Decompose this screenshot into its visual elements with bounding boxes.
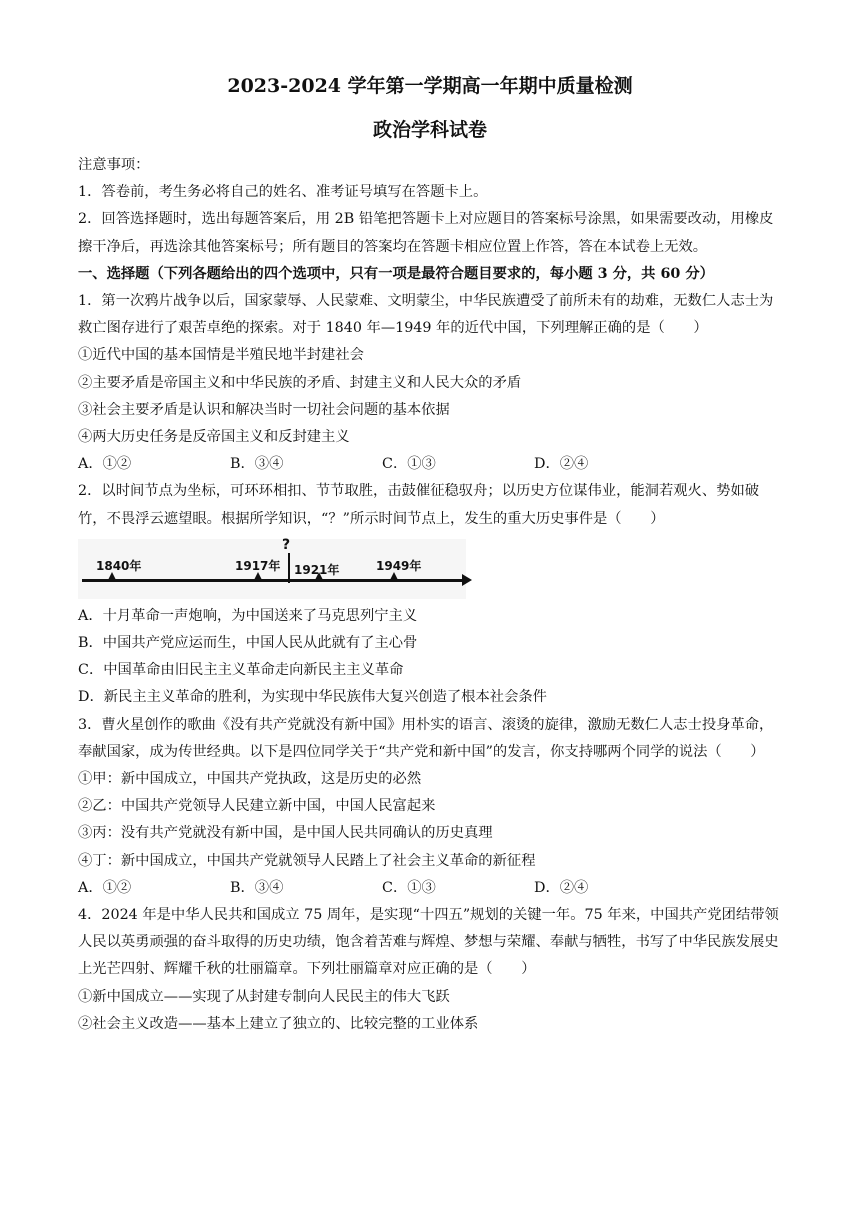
- timeline-label-1917: 1917年: [235, 558, 281, 573]
- timeline-tick: [315, 572, 323, 580]
- option-b: B．③④: [230, 879, 284, 896]
- option-a: A．①②: [78, 879, 132, 896]
- statement: ①新中国成立——实现了从封建专制向人民民主的伟大飞跃: [78, 988, 450, 1005]
- exam-subtitle: 政治学科试卷: [372, 119, 487, 141]
- timeline-question-mark: ?: [282, 536, 291, 553]
- options-row: [78, 875, 782, 902]
- option-d: D．②④: [534, 456, 589, 473]
- statement: ①甲：新中国成立，中国共产党执政，这是历史的必然: [78, 771, 422, 788]
- timeline-label-1921: 1921年: [294, 562, 340, 577]
- option-c: C．①③: [382, 456, 436, 473]
- statement: ①近代中国的基本国情是半殖民地半封建社会: [78, 347, 364, 364]
- option-c: C．中国革命由旧民主主义革命走向新民主主义革命: [78, 662, 404, 679]
- statement: ④两大历史任务是反帝国主义和反封建主义: [78, 429, 350, 446]
- timeline-axis: [82, 579, 466, 582]
- question-3: [78, 712, 782, 902]
- statement: ②社会主义改造——基本上建立了独立的、比较完整的工业体系: [78, 1015, 479, 1032]
- timeline-tick: [254, 572, 262, 580]
- option-b: B．③④: [230, 456, 284, 473]
- option-a: A．十月革命一声炮响，为中国送来了马克思列宁主义: [78, 607, 418, 624]
- option-b: B．中国共产党应运而生，中国人民从此就有了主心骨: [78, 635, 418, 652]
- notice-item: 1．答卷前，考生务必将自己的姓名、准考证号填写在答题卡上。: [78, 184, 488, 201]
- option-c: C．①③: [382, 879, 436, 896]
- option-d: D．②④: [534, 879, 589, 896]
- timeline-label-1949: 1949年: [376, 558, 422, 573]
- statement: ②乙：中国共产党领导人民建立新中国，中国人民富起来: [78, 798, 436, 815]
- notice-heading: 注意事项：: [78, 157, 150, 173]
- question-stem: 3．曹火星创作的歌曲《没有共产党就没有新中国》用朴实的语言、滚烫的旋律，激励无数仁人志士投身革命，奉献国家，成为传世经典。以下是四位同学关于“共产党和新中国”的发言，你支持哪两个同学的说法（ ）: [78, 716, 774, 760]
- timeline-arrow-icon: [462, 574, 472, 586]
- exam-title: 2023-2024 学年第一学期高一年期中质量检测: [227, 75, 633, 97]
- question-stem: 4．2024 年是中华人民共和国成立 75 周年，是实现“十四五”规划的关键一年。75 年来，中国共产党团结带领人民以英勇顽强的奋斗取得的历史功绩，饱含着苦难与辉煌、梦想与荣耀、奉献与牺牲，书写了中华民族发展史上光芒四射、辉耀千秋的壮丽篇章。下列壮丽篇章对应正确的是（ ）: [78, 907, 779, 978]
- section-heading: 一、选择题（下列各题给出的四个选项中，只有一项是最符合题目要求的，每小题 3 分，共 60 分）: [78, 265, 714, 282]
- timeline-label-1840: 1840年: [96, 558, 142, 573]
- timeline-figure: [78, 536, 466, 599]
- statement: ③社会主要矛盾是认识和解决当时一切社会问题的基本依据: [78, 401, 450, 418]
- options-row: [78, 451, 782, 478]
- statement: ②主要矛盾是帝国主义和中华民族的矛盾、封建主义和人民大众的矛盾: [78, 374, 522, 391]
- statement: ④丁：新中国成立，中国共产党就领导人民踏上了社会主义革命的新征程: [78, 852, 536, 869]
- option-d: D．新民主主义革命的胜利，为实现中华民族伟大复兴创造了根本社会条件: [78, 689, 547, 706]
- notice-item: 2．回答选择题时，选出每题答案后，用 2B 铅笔把答题卡上对应题目的答案标号涂黑，如果需要改动，用橡皮擦干净后，再选涂其他答案标号；所有题目的答案均在答题卡相应位置上作答，答在本试卷上无效。: [78, 211, 774, 255]
- timeline-question-line: [288, 553, 290, 583]
- question-4: [78, 902, 782, 1038]
- question-stem: 2．以时间节点为坐标，可环环相扣、节节取胜，击鼓催征稳驭舟；以历史方位谋伟业，能洞若观火、势如破竹，不畏浮云遮望眼。根据所学知识，“？”所示时间节点上，发生的重大历史事件是（ ）: [78, 483, 760, 527]
- question-1: [78, 288, 782, 478]
- timeline-tick: [108, 572, 116, 580]
- question-stem: 1．第一次鸦片战争以后，国家蒙辱、人民蒙难、文明蒙尘，中华民族遭受了前所未有的劫难，无数仁人志士为救亡图存进行了艰苦卓绝的探索。对于 1840 年—1949 年的近代中国，下列理解正确的是（ ）: [78, 293, 774, 337]
- option-a: A．①②: [78, 456, 132, 473]
- statement: ③丙：没有共产党就没有新中国，是中国人民共同确认的历史真理: [78, 825, 493, 842]
- timeline-tick: [390, 572, 398, 580]
- question-2: [78, 478, 782, 711]
